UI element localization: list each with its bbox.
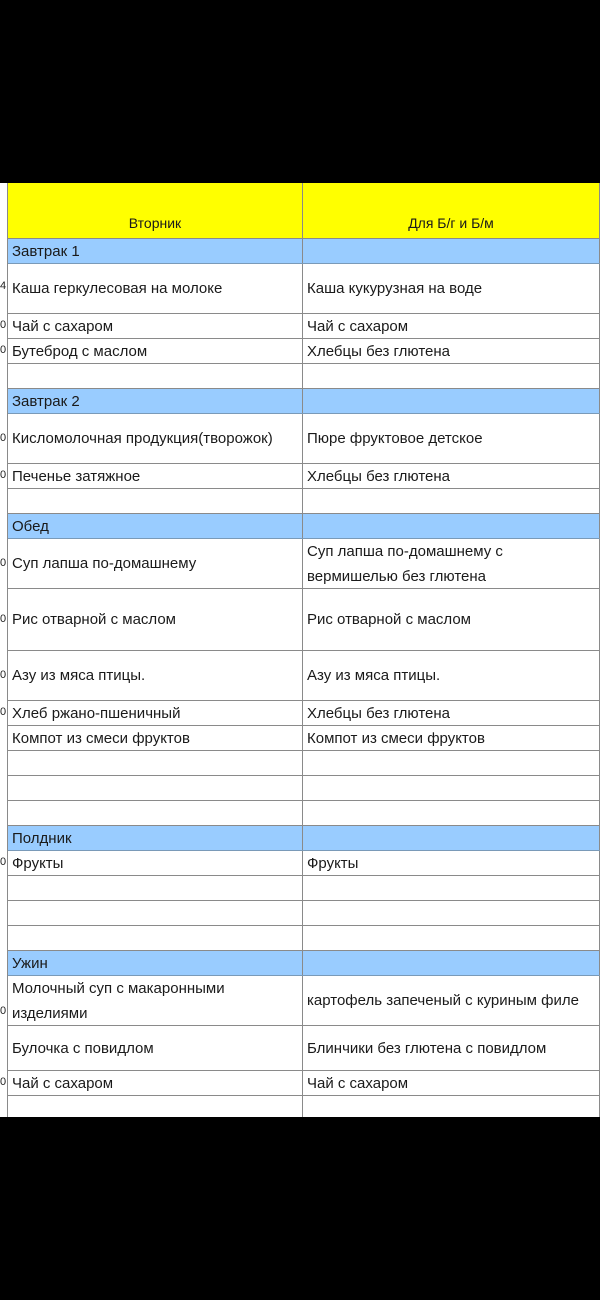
section-snack [8, 826, 600, 851]
empty-cell[interactable] [303, 876, 600, 900]
table-row [8, 339, 600, 364]
menu-cell[interactable]: Кисломолочная продукция(творожок) [8, 414, 303, 463]
menu-cell[interactable]: Рис отварной с маслом [8, 589, 303, 650]
menu-cell[interactable]: Каша кукурузная на воде [303, 264, 600, 313]
empty-cell[interactable] [303, 514, 600, 538]
menu-cell[interactable]: Чай с сахаром [303, 1071, 600, 1095]
empty-cell[interactable] [303, 951, 600, 975]
menu-cell[interactable]: Хлебцы без глютена [303, 464, 600, 488]
section-dinner [8, 951, 600, 976]
menu-cell[interactable]: Пюре фруктовое детское [303, 414, 600, 463]
menu-cell[interactable]: Компот из смеси фруктов [303, 726, 600, 750]
empty-cell[interactable] [8, 776, 303, 800]
table-row-empty [8, 901, 600, 926]
section-label[interactable]: Завтрак 1 [8, 239, 303, 263]
spreadsheet-view [0, 183, 600, 1117]
section-breakfast-2 [8, 389, 600, 414]
menu-cell[interactable]: Хлеб ржано-пшеничный [8, 701, 303, 725]
header-gluten-free[interactable]: Для Б/г и Б/м [303, 183, 600, 238]
empty-cell[interactable] [8, 926, 303, 950]
table-row [8, 539, 600, 589]
empty-cell[interactable] [303, 489, 600, 513]
empty-cell[interactable] [303, 826, 600, 850]
menu-cell[interactable]: Хлебцы без глютена [303, 339, 600, 363]
table-row [8, 414, 600, 464]
menu-cell[interactable]: Рис отварной с маслом [303, 589, 600, 650]
menu-cell[interactable]: Хлебцы без глютена [303, 701, 600, 725]
menu-cell[interactable]: Фрукты [303, 851, 600, 875]
menu-cell[interactable]: Чай с сахаром [8, 314, 303, 338]
menu-cell[interactable]: Азу из мяса птицы. [303, 651, 600, 700]
table-row-empty [8, 751, 600, 776]
section-lunch [8, 514, 600, 539]
empty-cell[interactable] [303, 776, 600, 800]
menu-cell[interactable]: Чай с сахаром [303, 314, 600, 338]
empty-cell[interactable] [8, 901, 303, 925]
empty-cell[interactable] [303, 364, 600, 388]
table-row [8, 976, 600, 1026]
table-row [8, 851, 600, 876]
table-row [8, 651, 600, 701]
header-tuesday[interactable]: Вторник [8, 183, 303, 238]
empty-cell[interactable] [303, 751, 600, 775]
menu-cell[interactable]: Суп лапша по-домашнему [8, 539, 303, 588]
section-label[interactable]: Завтрак 2 [8, 389, 303, 413]
menu-cell[interactable]: Блинчики без глютена с повидлом [303, 1026, 600, 1070]
menu-cell[interactable]: Азу из мяса птицы. [8, 651, 303, 700]
menu-cell[interactable]: картофель запеченый с куриным филе [303, 976, 600, 1025]
section-label[interactable]: Полдник [8, 826, 303, 850]
menu-cell[interactable]: Булочка с повидлом [8, 1026, 303, 1070]
menu-cell[interactable]: Чай с сахаром [8, 1071, 303, 1095]
row-number: 0 [0, 557, 6, 569]
row-number: 0 [0, 856, 6, 868]
table-row-empty [8, 876, 600, 901]
empty-cell[interactable] [303, 389, 600, 413]
empty-cell[interactable] [8, 489, 303, 513]
empty-cell[interactable] [8, 751, 303, 775]
table-row [8, 701, 600, 726]
row-number: 4 [0, 280, 6, 292]
menu-cell[interactable]: Компот из смеси фруктов [8, 726, 303, 750]
menu-cell[interactable]: Печенье затяжное [8, 464, 303, 488]
row-number: 0 [0, 706, 6, 718]
empty-cell[interactable] [8, 1096, 303, 1117]
empty-cell[interactable] [303, 901, 600, 925]
empty-cell[interactable] [303, 801, 600, 825]
menu-cell[interactable]: Фрукты [8, 851, 303, 875]
table-row-empty [8, 489, 600, 514]
table-row-empty [8, 364, 600, 389]
section-breakfast-1 [8, 239, 600, 264]
table-row [8, 464, 600, 489]
empty-cell[interactable] [303, 926, 600, 950]
row-number: 0 [0, 432, 6, 444]
section-label[interactable]: Ужин [8, 951, 303, 975]
table-row [8, 1071, 600, 1096]
section-label[interactable]: Обед [8, 514, 303, 538]
empty-cell[interactable] [8, 801, 303, 825]
table-row [8, 314, 600, 339]
table-row [8, 1026, 600, 1071]
empty-cell[interactable] [303, 239, 600, 263]
row-number: 0 [0, 669, 6, 681]
row-number: 0 [0, 613, 6, 625]
table-row-empty [8, 776, 600, 801]
empty-cell[interactable] [8, 876, 303, 900]
table-row-empty [8, 801, 600, 826]
row-number: 0 [0, 469, 6, 481]
row-number: 0 [0, 344, 6, 356]
table-row-empty [8, 926, 600, 951]
menu-cell[interactable]: Каша геркулесовая на молоке [8, 264, 303, 313]
row-number: 0 [0, 1076, 6, 1088]
empty-cell[interactable] [8, 364, 303, 388]
table-row [8, 726, 600, 751]
row-number: 0 [0, 319, 6, 331]
menu-cell[interactable]: Бутеброд с маслом [8, 339, 303, 363]
table-row-empty [8, 1096, 600, 1117]
row-number: 0 [0, 1005, 6, 1017]
table-row [8, 589, 600, 651]
table-row [8, 264, 600, 314]
menu-cell[interactable]: Молочный суп с макаронными изделиями [8, 976, 303, 1025]
empty-cell[interactable] [303, 1096, 600, 1117]
header-row [8, 183, 600, 239]
menu-cell[interactable]: Суп лапша по-домашнему с вермишелью без глютена [303, 539, 600, 588]
